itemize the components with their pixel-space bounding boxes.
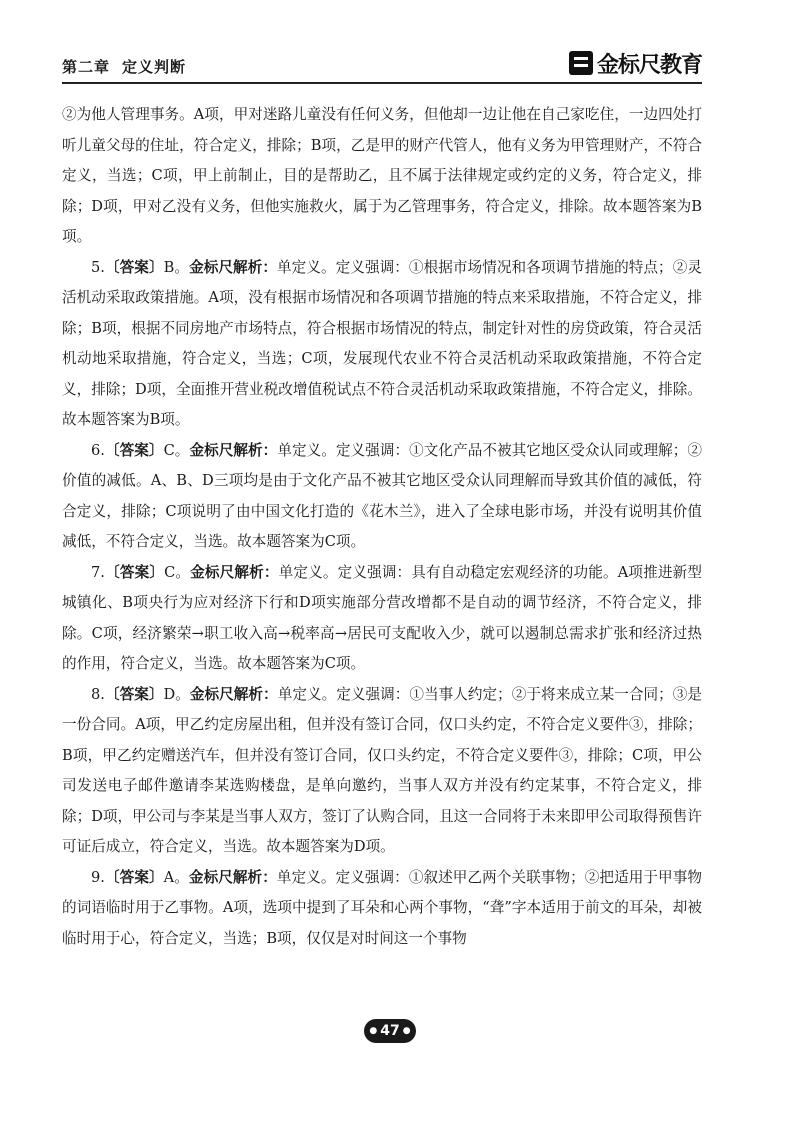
page-number-badge bbox=[364, 1019, 416, 1043]
answer-item-5 bbox=[62, 253, 702, 436]
item-number: 9. bbox=[91, 868, 105, 886]
dot-icon: ● bbox=[369, 1026, 378, 1036]
analysis-text: 单定义。定义强调：①叙述甲乙两个关联事物；②把适用于甲事物的词语临时用于乙事物。A项，选项中提到了耳朵和心两个事物，“聋”字本适用于前文的耳朵，却被临时用于心，符合定义，当选；B项，仅仅是对时间这一个事物 bbox=[62, 868, 702, 947]
item-number: 6. bbox=[91, 441, 105, 459]
dot-icon: ● bbox=[402, 1026, 411, 1036]
analysis-text: 单定义。定义强调：具有自动稳定宏观经济的功能。A项推进新型城镇化、B项央行为应对经济下行和D项实施部分营改增都不是自动的调节经济，不符合定义，排除。C项，经济繁荣→职工收入高→税率高→居民可支配收入少，就可以遏制总需求扩张和经济过热的作用，符合定义，当选。故本题答案为C项。 bbox=[62, 563, 702, 672]
answer-value: D。 bbox=[163, 685, 190, 703]
answer-tag: 〔答案〕 bbox=[104, 685, 164, 703]
chapter-title: 定义判断 bbox=[122, 58, 187, 76]
page-header bbox=[62, 52, 702, 84]
answer-item-8 bbox=[62, 680, 702, 863]
brand-mark-icon bbox=[569, 51, 593, 75]
answer-tag: 〔答案〕 bbox=[104, 258, 164, 276]
item-number: 7. bbox=[91, 563, 105, 581]
analysis-tag: 金标尺解析： bbox=[189, 258, 278, 276]
analysis-text: 单定义。定义强调：①当事人约定；②于将来成立某一合同；③是一份合同。A项，甲乙约定房屋出租，但并没有签订合同，仅口头约定，不符合定义要件③，排除；B项，甲乙约定赠送汽车，但并没有签订合同，仅口头约定，不符合定义要件③，排除；C项，甲公司发送电子邮件邀请李某选购楼盘，是单向邀约，当事人双方并没有约定某事，不符合定义，排除；D项，甲公司与李某是当事人双方，签订了认购合同，且这一合同将于未来即甲公司取得预售许可证后成立，符合定义，当选。故本题答案为D项。 bbox=[62, 685, 702, 855]
answer-value: C。 bbox=[163, 441, 190, 459]
answer-explanations bbox=[62, 100, 702, 954]
page-number: 47 bbox=[380, 1023, 400, 1039]
paragraph-text: ②为他人管理事务。A项，甲对迷路儿童没有任何义务，但他却一边让他在自己家吃住，一边四处打听儿童父母的住址，符合定义，排除；B项，乙是甲的财产代管人，他有义务为甲管理财产，不符合定义，当选；C项，甲上前制止，目的是帮助乙，且不属于法律规定或约定的义务，符合定义，排除；D项，甲对乙没有义务，但他实施救火，属于为乙管理事务，符合定义，排除。故本题答案为B项。 bbox=[62, 106, 702, 245]
analysis-tag: 金标尺解析： bbox=[190, 563, 279, 581]
brand-logo-block bbox=[569, 48, 702, 78]
answer-item-9 bbox=[62, 863, 702, 955]
answer-tag: 〔答案〕 bbox=[104, 563, 165, 581]
chapter-number: 第二章 bbox=[62, 58, 111, 76]
answer-value: C。 bbox=[164, 563, 191, 581]
analysis-tag: 金标尺解析： bbox=[188, 868, 277, 886]
paragraph-continuation bbox=[62, 100, 702, 253]
item-number: 5. bbox=[91, 258, 105, 276]
analysis-tag: 金标尺解析： bbox=[189, 441, 278, 459]
answer-value: A。 bbox=[163, 868, 189, 886]
brand-name: 金标尺教育 bbox=[596, 52, 702, 78]
item-number: 8. bbox=[91, 685, 105, 703]
chapter-heading bbox=[62, 56, 198, 77]
analysis-text: 单定义。定义强调：①根据市场情况和各项调节措施的特点；②灵活机动采取政策措施。A项，没有根据市场情况和各项调节措施的特点来采取措施，不符合定义，排除；B项，根据不同房地产市场特点，符合根据市场情况的特点，制定针对性的房贷政策，符合灵活机动地采取措施，符合定义，当选；C项，发展现代农业不符合灵活机动采取政策措施，不符合定义，排除；D项，全面推开营业税改增值税试点不符合灵活机动采取政策措施，不符合定义，排除。故本题答案为B项。 bbox=[62, 258, 702, 428]
answer-tag: 〔答案〕 bbox=[104, 441, 164, 459]
answer-item-7 bbox=[62, 558, 702, 680]
answer-value: B。 bbox=[163, 258, 190, 276]
analysis-text: 单定义。定义强调：①文化产品不被其它地区受众认同或理解；②价值的减低。A、B、D三项均是由于文化产品不被其它地区受众认同理解而导致其价值的减低，符合定义，排除；C项说明了由中国文化打造的《花木兰》，进入了全球电影市场，并没有说明其价值减低，不符合定义，当选。故本题答案为C项。 bbox=[62, 441, 702, 550]
answer-tag: 〔答案〕 bbox=[104, 868, 164, 886]
analysis-tag: 金标尺解析： bbox=[189, 685, 278, 703]
answer-item-6 bbox=[62, 436, 702, 558]
